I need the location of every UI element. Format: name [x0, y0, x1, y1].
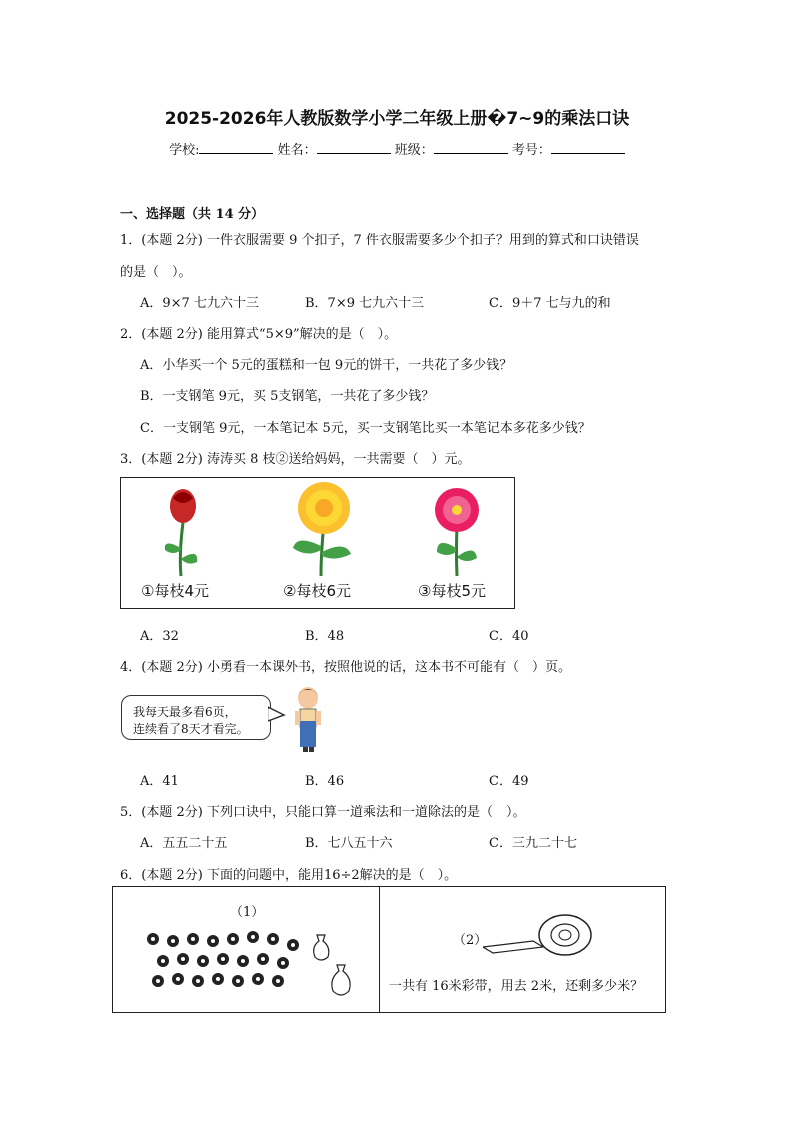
flower-label-3: ③每枝5元	[418, 582, 486, 600]
name-blank[interactable]	[317, 141, 391, 154]
pink-flower-icon	[435, 488, 479, 576]
q2-option-b[interactable]: B．一支钢笔 9元，买 5支钢笔，一共花了多少钱？	[140, 389, 435, 404]
q4-option-c[interactable]: C．49	[489, 774, 529, 789]
speech-bubble-tail	[268, 705, 288, 725]
q2-option-c[interactable]: C．一支钢笔 9元，一本笔记本 5元，买一支钢笔比买一本笔记本多花多少钱？	[140, 421, 591, 436]
q5-option-c[interactable]: C．三九二十七	[489, 836, 577, 851]
q4-stem: 4．(本题 2分) 小勇看一本课外书，按照他说的话，这本书不可能有（ ）页。	[120, 660, 571, 675]
q4-option-a[interactable]: A．41	[140, 774, 179, 789]
ribbon-roll-icon	[483, 911, 593, 961]
exam-no-label: 考号：	[511, 143, 551, 158]
section-heading: 一、选择题（共 14 分）	[120, 207, 265, 222]
class-label: 班级：	[394, 143, 434, 158]
q1-option-b[interactable]: B．7×9 七九六十三	[305, 296, 425, 311]
q6-table	[112, 886, 666, 1013]
q3-stem: 3．(本题 2分) 涛涛买 8 枝②送给妈妈，一共需要（ ）元。	[120, 452, 471, 467]
chrysanthemum-icon	[293, 482, 351, 576]
q3-option-a[interactable]: A．32	[140, 629, 179, 644]
boy-icon	[292, 685, 324, 755]
school-blank[interactable]	[199, 141, 273, 154]
q5-option-a[interactable]: A．五五二十五	[140, 836, 228, 851]
flower-price-box	[120, 477, 515, 609]
q1-option-a[interactable]: A．9×7 七九六十三	[140, 296, 259, 311]
page-title: 2025-2026年人教版数学小学二年级上册�7~9的乘法口诀	[164, 109, 630, 129]
q6-stem: 6．(本题 2分) 下面的问题中，能用16÷2解决的是（ ）。	[120, 868, 458, 883]
bubble-line1: 我每天最多看6页，	[133, 705, 237, 719]
rose-icon	[165, 489, 197, 576]
q1-option-c[interactable]: C．9＋7 七与九的和	[489, 296, 611, 311]
q2-stem: 2．(本题 2分) 能用算式“5×9”解决的是（ ）。	[120, 327, 398, 342]
student-info	[0, 139, 794, 158]
q4-option-b[interactable]: B．46	[305, 774, 345, 789]
q1-stem-line1: 1．(本题 2分) 一件衣服需要 9 个扣子，7 件衣服需要多少个扣子？用到的算式和口诀错误	[120, 233, 639, 248]
name-label: 姓名：	[277, 143, 317, 158]
exam-no-blank[interactable]	[551, 141, 625, 154]
q2-option-a[interactable]: A．小华买一个 5元的蛋糕和一包 9元的饼干，一共花了多少钱？	[140, 358, 513, 373]
q5-stem: 5．(本题 2分) 下列口诀中，只能口算一道乘法和一道除法的是（ ）。	[120, 805, 526, 820]
q5-option-b[interactable]: B．七八五十六	[305, 836, 393, 851]
school-label: 学校:	[169, 143, 200, 158]
class-blank[interactable]	[434, 141, 508, 154]
q6-label-1: （1）	[230, 905, 265, 920]
q6-text-2: 一共有 16米彩带，用去 2米，还剩多少米？	[389, 979, 644, 994]
q3-option-b[interactable]: B．48	[305, 629, 345, 644]
q3-option-c[interactable]: C．40	[489, 629, 529, 644]
flower-label-1: ①每枝4元	[141, 582, 209, 600]
q6-label-2: （2）	[453, 933, 488, 948]
q1-stem-line2: 的是（ ）。	[120, 265, 192, 280]
flower-label-2: ②每枝6元	[283, 582, 351, 600]
bubble-line2: 连续看了8天才看完。	[133, 722, 249, 736]
flowers-and-vases-illustration	[133, 925, 393, 1025]
